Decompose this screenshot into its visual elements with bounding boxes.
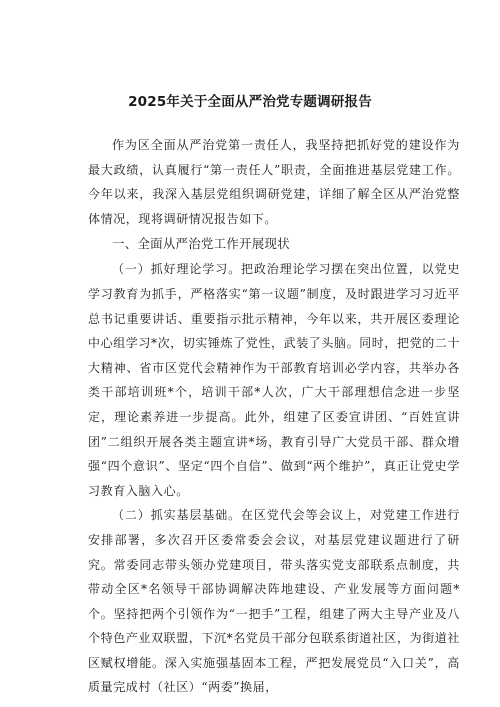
intro-paragraph: 作为区全面从严治党第一责任人，我坚持把抓好党的建设作为最大政绩，认真履行“第一责任人”职责，全面推进基层党建工作。今年以来，我深入基层党组织调研党建，详细了解全区从严治党整体情况，现将调研情况报告如下。 [88,138,460,226]
section-heading: 一、全面从严治党工作开展现状 [112,236,290,252]
document-title: 2025年关于全面从严治党专题调研报告 [128,94,372,110]
body-paragraph: （一）抓好理论学习。把政治理论学习摆在突出位置，以党史学习教育为抓手，严格落实“第一议题”制度，及时跟进学习习近平总书记重要讲话、重要指示批示精神，今年以来，共开展区委理论中心组学习*次，切实锤炼了党性，武装了头脑。同时，把党的二十大精神、省市区党代会精神作为干部教育培训必学内容，共举办各类干部培训班*个，培训干部*人次，广大干部理想信念进一步坚定，理论素养进一步提高。此外，组建了区委宣讲团、“百姓宣讲团”二组织开展各类主题宣讲*场，教育引导广大党员干部、群众增强“四个意识”、坚定“四个自信”、做到“两个维护”，真正让党史学习教育入脑入心。 [88,262,461,498]
body-paragraph: （二）抓实基层基础。在区党代会等会议上，对党建工作进行安排部署，多次召开区委常委会会议，对基层党建议题进行了研究。常委同志带头领办党建项目，带头落实党支部联系点制度，共带动全区*名领导干部协调解决阵地建设、产业发展等方面问题*个。坚持把两个引领作为“一把手”工程，组建了两大主导产业及八个特色产业双联盟，下沉*名党员干部分包联系街道社区，为街道社区赋权增能。深入实施强基固本工程，严把发展党员“入口关”，高质量完成村（社区）“两委”换届， [88,508,461,695]
document-body [88,133,460,700]
